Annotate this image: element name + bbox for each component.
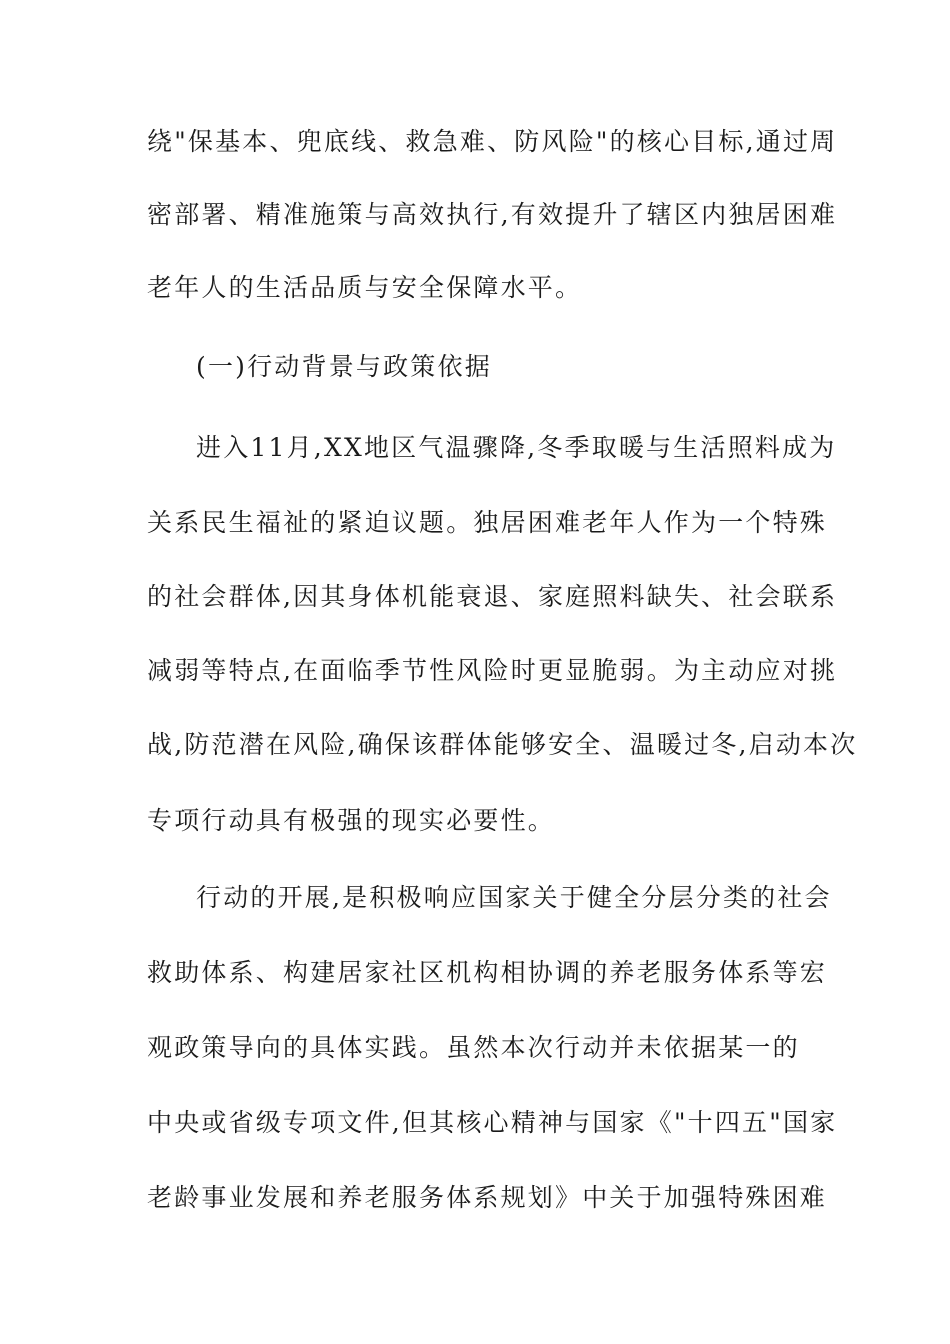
paragraph-line: 老年人的生活品质与安全保障水平。 bbox=[147, 273, 583, 302]
paragraph-line: 进入11月,XX地区气温骤降,冬季取暖与生活照料成为 bbox=[196, 433, 837, 462]
section-heading: (一)行动背景与政策依据 bbox=[196, 352, 492, 381]
paragraph-line: 战,防范潜在风险,确保该群体能够安全、温暖过冬,启动本次 bbox=[147, 730, 858, 759]
paragraph-line: 中央或省级专项文件,但其核心精神与国家《"十四五"国家 bbox=[147, 1108, 838, 1137]
paragraph-line: 行动的开展,是积极响应国家关于健全分层分类的社会 bbox=[196, 883, 832, 912]
paragraph-line: 专项行动具有极强的现实必要性。 bbox=[147, 806, 556, 835]
paragraph-line: 的社会群体,因其身体机能衰退、家庭照料缺失、社会联系 bbox=[147, 582, 838, 611]
paragraph-line: 老龄事业发展和养老服务体系规划》中关于加强特殊困难 bbox=[147, 1183, 828, 1212]
paragraph-line: 救助体系、构建居家社区机构相协调的养老服务体系等宏 bbox=[147, 958, 828, 987]
paragraph-line: 密部署、精准施策与高效执行,有效提升了辖区内独居困难 bbox=[147, 200, 838, 229]
paragraph-line: 绕"保基本、兜底线、救急难、防风险"的核心目标,通过周 bbox=[147, 127, 838, 156]
paragraph-line: 减弱等特点,在面临季节性风险时更显脆弱。为主动应对挑 bbox=[147, 656, 838, 685]
paragraph-line: 关系民生福祉的紧迫议题。独居困难老年人作为一个特殊 bbox=[147, 508, 828, 537]
paragraph-line: 观政策导向的具体实践。虽然本次行动并未依据某一的 bbox=[147, 1033, 800, 1062]
